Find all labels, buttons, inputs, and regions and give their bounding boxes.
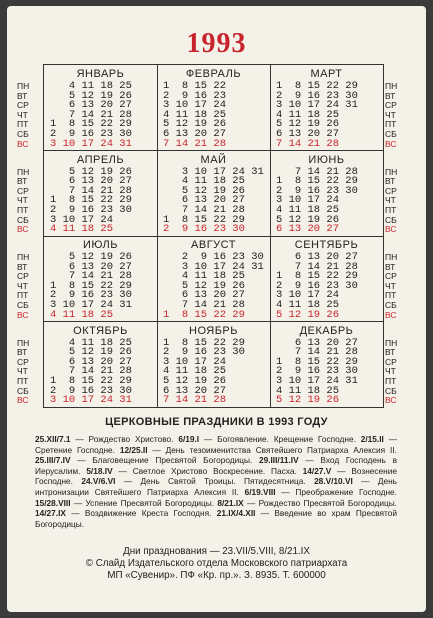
holiday-name: — День Святой Троицы. Пятидесятница. [115, 476, 315, 487]
dates-row: 5 12 19 26 [50, 89, 132, 102]
dates-row: 3 10 17 24 [276, 194, 340, 207]
weekday-label: ПТ [17, 119, 29, 130]
weekday-label: ЧТ [17, 366, 28, 377]
weekday-label: СБ [17, 300, 29, 310]
weekday-label: СР [385, 356, 397, 367]
footer-print-info: МП «Сувенир». ПФ «Кр. пр.». З. 8935. Т. 600000 [107, 570, 326, 581]
weekday-label: СБ [385, 300, 397, 310]
weekday-label: ВС [17, 395, 29, 406]
dates-row: 1 8 15 22 29 [276, 80, 358, 92]
dates-row: 6 13 20 27 [276, 336, 358, 349]
dates-row: 5 12 19 26 [163, 118, 227, 131]
holiday-date: 29.III/11.IV [258, 455, 299, 466]
dates-row: 2 9 16 23 30 [276, 279, 358, 292]
dates-row: 7 14 21 28 [276, 346, 358, 359]
dates-row: 5 12 19 26 [50, 251, 132, 263]
weekday-label: СР [17, 100, 29, 111]
dates-row: 6 13 20 27 [276, 251, 358, 263]
dates-row: 1 8 15 22 [163, 80, 227, 92]
weekday-label: ЧТ [17, 280, 28, 291]
holiday-date: 21.IX/4.XII [216, 508, 256, 519]
weekday-label: ВТ [385, 90, 396, 101]
weekday-label: ПН [17, 252, 30, 262]
holiday-date: 28.V/10.VI [314, 476, 353, 487]
dates-row: 6 13 20 27 [276, 128, 340, 140]
dates-row: 4 11 18 25 [276, 384, 340, 397]
weekday-label: ВТ [385, 347, 396, 358]
sunday-dates-row: 7 14 21 28 [163, 394, 227, 407]
weekday-label: СБ [17, 129, 29, 139]
holiday-name: — Преображение Господне. [275, 486, 397, 497]
dates-row: 7 14 21 28 [163, 299, 245, 311]
weekday-label: СР [17, 271, 29, 282]
dates-row: 2 9 16 23 30 [163, 251, 264, 263]
dates-row: 6 13 20 27 [163, 384, 227, 397]
weekday-label: ЧТ [17, 109, 28, 120]
weekday-label: ВС [385, 309, 397, 320]
weekday-label: ПТ [385, 290, 397, 301]
weekday-label: ВС [17, 224, 29, 235]
weekday-label: ЧТ [385, 280, 396, 291]
dates-row: 2 9 16 23 30 [50, 128, 132, 140]
dates-row: 4 11 18 25 [163, 108, 227, 121]
holiday-date: 15/28.VIII [35, 497, 71, 508]
dates-row: 4 11 18 25 [276, 108, 340, 121]
sunday-dates-row: 5 12 19 26 [276, 394, 340, 407]
year-title: 1993 [186, 28, 247, 59]
dates-row: 7 14 21 28 [50, 184, 132, 197]
dates-row: 6 13 20 27 [50, 175, 132, 188]
dates-row: 4 11 18 25 [276, 203, 340, 216]
weekday-label: ЧТ [17, 195, 28, 206]
sunday-dates-row: 3 10 17 24 31 [50, 137, 132, 150]
dates-row: 5 12 19 26 [50, 346, 132, 359]
dates-row: 3 10 17 24 [276, 289, 340, 302]
dates-row: 6 13 20 27 [163, 289, 245, 302]
footer-dates: Дни празднования — 23.VII/5.VIII, 8/21.IX [123, 546, 310, 557]
weekday-label: ЧТ [385, 109, 396, 120]
weekday-label: ВС [385, 138, 397, 149]
month-name: НОЯБРЬ [189, 324, 238, 337]
dates-row: 7 14 21 28 [50, 108, 132, 121]
weekday-label: ВТ [17, 261, 28, 272]
dates-row: 5 12 19 26 [163, 279, 245, 292]
holiday-date: 24.V/6.VI [81, 476, 116, 487]
weekday-label: ПТ [385, 375, 397, 386]
weekday-label: СР [17, 185, 29, 196]
weekday-label: ВС [17, 309, 29, 320]
holidays-title: ЦЕРКОВНЫЕ ПРАЗДНИКИ В 1993 ГОДУ [105, 416, 328, 428]
holiday-date: 25.XII/7.1 [35, 434, 71, 444]
dates-row: 4 11 18 25 [50, 336, 132, 349]
holidays-list [35, 434, 397, 529]
month-name: ФЕВРАЛЬ [185, 68, 242, 80]
dates-row: 3 10 17 24 31 [276, 374, 358, 387]
dates-row: 7 14 21 28 [50, 270, 132, 283]
weekday-label: СР [385, 271, 397, 282]
weekday-label: ПН [17, 81, 30, 91]
dates-row: 1 8 15 22 29 [276, 355, 358, 368]
holiday-name: — Богоявление. Крещение Господне. [199, 434, 361, 444]
dates-row: 3 10 17 24 [163, 355, 227, 368]
holiday-name: — Воздвижение Креста Господня. [65, 508, 217, 519]
holiday-name: — Введение во храм Пресвятой Богородицы. [35, 508, 397, 529]
holiday-date: 25.III/7.IV [35, 455, 71, 466]
holiday-date: 8/21.IX [217, 497, 244, 508]
sunday-dates-row: 3 10 17 24 31 [50, 394, 132, 407]
footer-copyright: © Слайд Издательского отдела Московского патриархата [85, 558, 348, 569]
dates-row: 2 9 16 23 30 [276, 89, 358, 102]
dates-row: 1 8 15 22 29 [163, 213, 245, 226]
holiday-name: — Вход Господень в Иерусалим. [35, 455, 397, 476]
dates-row: 7 14 21 28 [276, 260, 358, 273]
month-name: МАЙ [200, 153, 227, 166]
dates-row: 4 11 18 25 [163, 175, 245, 188]
weekday-label: ПН [385, 252, 398, 262]
weekday-label: СБ [385, 129, 397, 139]
weekday-label: ВТ [17, 176, 28, 187]
weekday-label: ПТ [17, 375, 29, 386]
weekday-label: СР [385, 100, 397, 111]
holiday-date: 5/18.IV [86, 465, 113, 476]
holiday-date: 12/25.II [119, 444, 148, 455]
dates-row: 5 12 19 26 [163, 184, 245, 197]
sunday-dates-row: 7 14 21 28 [276, 137, 340, 150]
holiday-name: — Рождество Пресвятой Богородицы. [243, 497, 397, 508]
weekday-label: ПН [17, 337, 30, 348]
dates-row: 3 10 17 24 31 [276, 99, 358, 112]
weekday-label: ВТ [17, 90, 28, 101]
weekday-label: ПТ [385, 119, 397, 130]
month-block [270, 236, 383, 321]
weekday-label: СР [385, 185, 397, 196]
holiday-date: 6/19.VIII [244, 486, 276, 497]
sunday-dates-row: 5 12 19 26 [276, 308, 340, 321]
dates-row: 6 13 20 27 [50, 355, 132, 368]
month-block [44, 151, 157, 236]
dates-row: 5 12 19 26 [276, 118, 340, 131]
holiday-date: 6/19.I [178, 434, 200, 444]
dates-row: 3 10 17 24 31 [50, 299, 132, 311]
dates-row: 3 10 17 24 [163, 99, 227, 112]
weekday-label: ВС [385, 395, 397, 406]
weekday-label: ПН [385, 166, 398, 177]
holiday-name: — Вознесение Господне. [35, 465, 398, 487]
sunday-dates-row: 4 11 18 25 [50, 223, 114, 236]
dates-row: 1 8 15 22 29 [50, 118, 132, 131]
dates-row: 7 14 21 28 [50, 365, 132, 378]
dates-row: 3 10 17 24 31 [163, 260, 264, 273]
month-block [270, 65, 383, 150]
dates-row: 2 9 16 23 30 [50, 203, 132, 216]
month-block [270, 322, 383, 407]
dates-row: 2 9 16 23 30 [50, 384, 132, 397]
dates-row: 4 11 18 25 [163, 270, 245, 283]
holiday-name: — Сретение Господне. [35, 434, 397, 455]
weekday-label: ВТ [385, 261, 396, 272]
weekday-label: ПН [17, 166, 30, 177]
calendar-card [7, 6, 426, 612]
sunday-dates-row: 7 14 21 28 [163, 137, 227, 150]
weekday-label: ПН [385, 337, 398, 348]
weekday-label: ПТ [17, 204, 29, 215]
calendar-grid [43, 64, 384, 408]
weekday-label: ЧТ [385, 195, 396, 206]
sunday-dates-row: 1 8 15 22 29 [163, 308, 245, 321]
month-block [44, 65, 157, 150]
dates-row: 1 8 15 22 29 [163, 336, 245, 349]
weekday-label: ВТ [385, 176, 396, 187]
dates-row: 5 12 19 26 [163, 374, 227, 387]
month-block [157, 236, 270, 321]
weekday-label: СБ [17, 385, 29, 396]
sunday-dates-row: 6 13 20 27 [276, 223, 340, 236]
month-name: СЕНТЯБРЬ [294, 239, 359, 251]
month-block [270, 151, 383, 236]
dates-row: 4 11 18 25 [276, 299, 340, 311]
weekday-label: СР [17, 356, 29, 367]
dates-row: 4 11 18 25 [163, 365, 227, 378]
month-name: АВГУСТ [191, 239, 236, 251]
weekday-label: ЧТ [385, 366, 396, 377]
month-block [44, 322, 157, 407]
month-block [157, 65, 270, 150]
dates-row: 5 12 19 26 [50, 165, 132, 178]
month-block [44, 236, 157, 321]
month-block [157, 322, 270, 407]
holiday-date: 14/27.V [302, 465, 332, 476]
dates-row: 2 9 16 23 30 [163, 346, 245, 359]
dates-row: 6 13 20 27 [163, 128, 227, 140]
dates-row: 6 13 20 27 [163, 194, 245, 207]
dates-row: 6 13 20 27 [50, 99, 132, 112]
dates-row: 7 14 21 28 [163, 203, 245, 216]
month-name: АПРЕЛЬ [76, 153, 125, 166]
dates-row: 2 9 16 23 30 [50, 289, 132, 302]
weekday-label: ПТ [17, 290, 29, 301]
sunday-dates-row: 2 9 16 23 30 [163, 223, 245, 236]
weekday-label: ВС [17, 138, 29, 149]
holiday-name: — Благовещение Пресвятой Богородицы. [70, 455, 259, 466]
weekday-label: ПН [385, 81, 398, 91]
dates-row: 2 9 16 23 30 [276, 365, 358, 378]
weekday-label: ПТ [385, 204, 397, 215]
month-name: МАРТ [310, 68, 343, 80]
month-name: ИЮЛЬ [83, 239, 118, 251]
holiday-name: — День тезоименитства Святейшего Патриарха Алексия II. [147, 444, 397, 455]
weekday-label: ВТ [17, 347, 28, 358]
weekday-label: ВС [385, 224, 397, 235]
month-name: ДЕКАБРЬ [299, 324, 354, 337]
sunday-dates-row: 4 11 18 25 [50, 308, 114, 321]
weekday-label: СБ [385, 214, 397, 225]
dates-row: 1 8 15 22 29 [276, 175, 358, 188]
dates-row: 1 8 15 22 29 [50, 194, 132, 207]
holiday-name: — Рождество Христово. [70, 434, 179, 444]
weekday-label: СБ [385, 385, 397, 396]
dates-row: 6 13 20 27 [50, 260, 132, 273]
dates-row: 3 10 17 24 [50, 213, 114, 226]
holiday-name: — День интронизации Святейшего Патриарха Алексия II. [35, 476, 397, 497]
weekday-label: СБ [17, 214, 29, 225]
dates-row: 5 12 19 26 [276, 213, 340, 226]
month-name: ИЮНЬ [308, 153, 345, 166]
month-name: ОКТЯБРЬ [73, 324, 128, 337]
holiday-name: — Успение Пресвятой Богородицы. [70, 497, 218, 508]
dates-row: 1 8 15 22 29 [50, 279, 132, 292]
holiday-name: — Светлое Христово Воскресение. Пасха. [112, 465, 303, 476]
dates-row: 2 9 16 23 [163, 89, 227, 102]
dates-row: 3 10 17 24 31 [163, 165, 264, 178]
dates-row: 2 9 16 23 30 [276, 184, 358, 197]
holiday-date: 14/27.IX [35, 508, 66, 519]
holiday-date: 2/15.II [360, 434, 384, 444]
dates-row: 1 8 15 22 29 [276, 270, 358, 283]
month-block [157, 151, 270, 236]
dates-row: 1 8 15 22 29 [50, 374, 132, 387]
dates-row: 7 14 21 28 [276, 165, 358, 178]
month-name: ЯНВАРЬ [76, 68, 125, 80]
dates-row: 4 11 18 25 [50, 80, 132, 92]
